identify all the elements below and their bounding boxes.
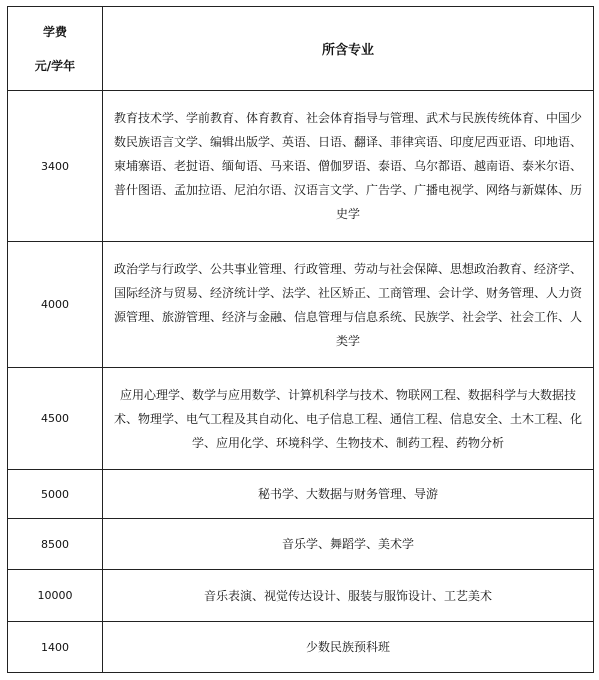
- fee-cell: 8500: [8, 519, 103, 570]
- majors-list: 应用心理学、数学与应用数学、计算机科学与技术、物联网工程、数据科学与大数据技术、物理学、电气工程及其自动化、电子信息工程、通信工程、信息安全、土木工程、化学、应用化学、环境科学、生物技术、制药工程、药物分析: [113, 387, 582, 450]
- table-row: [8, 570, 594, 622]
- majors-cell: [103, 622, 594, 673]
- fee-cell: 4500: [8, 368, 103, 470]
- fee-header-label: 学费: [42, 24, 67, 39]
- table-row: [8, 622, 594, 673]
- fee-cell: 10000: [8, 570, 103, 622]
- majors-cell: [103, 570, 594, 622]
- majors-cell: [103, 519, 594, 570]
- majors-cell: [103, 242, 594, 368]
- majors-list: 教育技术学、学前教育、体育教育、社会体育指导与管理、武术与民族传统体育、中国少数民族语言文学、编辑出版学、英语、日语、翻译、菲律宾语、印度尼西亚语、印地语、柬埔寨语、老挝语、缅甸语、马来语、僧伽罗语、泰语、乌尔都语、越南语、泰米尔语、普什图语、孟加拉语、尼泊尔语、汉语言文学、广告学、广播电视学、网络与新媒体、历史学: [113, 111, 582, 221]
- majors-list: 政治学与行政学、公共事业管理、行政管理、劳动与社会保障、思想政治教育、经济学、国际经济与贸易、经济统计学、法学、社区矫正、工商管理、会计学、财务管理、人力资源管理、旅游管理、经济与金融、信息管理与信息系统、民族学、社会学、社会工作、人类学: [113, 261, 582, 348]
- table-row: [8, 91, 594, 242]
- table-row: [8, 519, 594, 570]
- fee-unit-label: 元/学年: [34, 58, 76, 73]
- majors-list: 秘书学、大数据与财务管理、导游: [257, 487, 438, 501]
- header-row: [8, 7, 594, 91]
- tuition-table: [7, 6, 594, 673]
- fee-cell: 4000: [8, 242, 103, 368]
- majors-list: 音乐表演、视觉传达设计、服装与服饰设计、工艺美术: [203, 588, 492, 603]
- majors-cell: [103, 91, 594, 242]
- majors-list: 少数民族预科班: [305, 640, 390, 654]
- fee-cell: 1400: [8, 622, 103, 673]
- majors-cell: [103, 368, 594, 470]
- table-row: [8, 242, 594, 368]
- table-row: [8, 470, 594, 519]
- table-row: [8, 368, 594, 470]
- majors-header-cell: 所含专业: [103, 7, 594, 91]
- fee-cell: 5000: [8, 470, 103, 519]
- fee-header-cell: [8, 7, 103, 91]
- fee-cell: 3400: [8, 91, 103, 242]
- majors-cell: [103, 470, 594, 519]
- majors-list: 音乐学、舞蹈学、美术学: [281, 537, 414, 551]
